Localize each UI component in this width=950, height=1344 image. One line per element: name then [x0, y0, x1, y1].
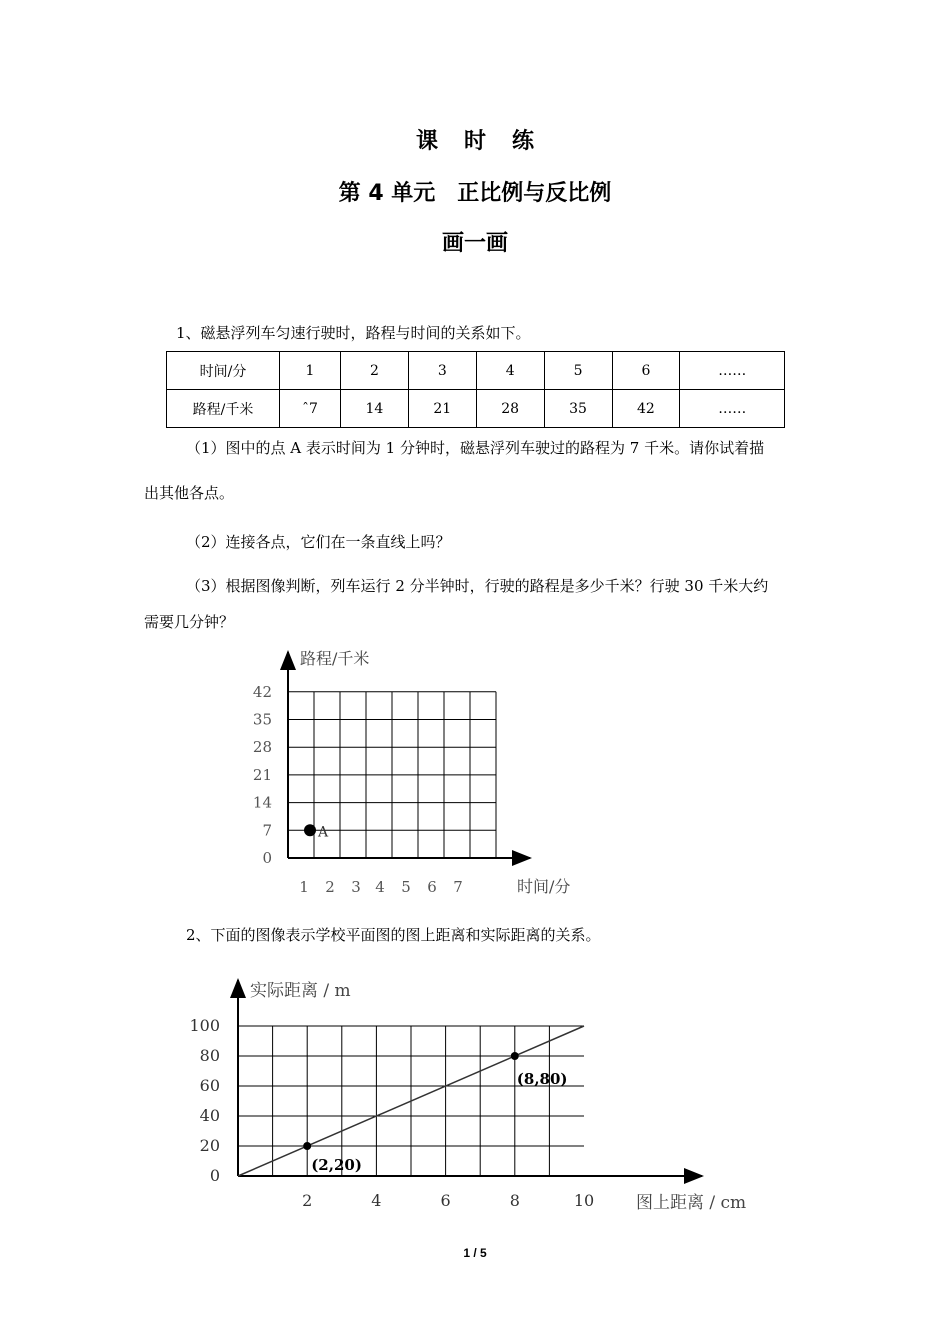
x-tick-label: 7 — [453, 878, 463, 896]
point-label: (8,80) — [516, 1070, 568, 1088]
q2-intro: 2、下面的图像表示学校平面图的图上距离和实际距离的关系。 — [186, 926, 601, 944]
page-title: 课时练 — [415, 129, 560, 154]
table-cell: 2 — [341, 352, 409, 390]
x-tick-label: 5 — [401, 878, 411, 896]
y-tick-label: 100 — [189, 1016, 220, 1035]
table-cell: 4 — [476, 352, 544, 390]
distance-time-table — [166, 351, 785, 428]
table-cell: 42 — [612, 390, 680, 428]
data-point — [303, 1142, 311, 1150]
point-label: (2,20) — [311, 1156, 362, 1174]
table-row — [167, 352, 785, 390]
y-tick-label: 28 — [252, 738, 272, 757]
table-cell: 21 — [408, 390, 476, 428]
table-cell: 5 — [544, 352, 612, 390]
q1-part1-cont: 出其他各点。 — [144, 484, 235, 502]
table-cell: 1 — [280, 352, 341, 390]
x-tick-label: 2 — [325, 878, 335, 896]
table-cell: 3 — [408, 352, 476, 390]
table-cell: 35 — [544, 390, 612, 428]
table-cell: 时间/分 — [167, 352, 280, 390]
x-tick-label: 8 — [509, 1191, 520, 1210]
x-tick-label: 6 — [427, 878, 437, 896]
y-axis-label: 实际距离 / m — [250, 981, 351, 1001]
data-point — [511, 1052, 519, 1060]
y-tick-label: 20 — [199, 1136, 220, 1155]
x-axis-label: 图上距离 / cm — [636, 1193, 747, 1213]
y-tick-label: 7 — [262, 821, 272, 840]
table-cell: 路程/千米 — [167, 390, 280, 428]
y-tick-label: 14 — [252, 793, 272, 812]
y-tick-label: 80 — [199, 1046, 220, 1065]
scale-distance-chart — [180, 972, 780, 1222]
y-tick-label: 21 — [252, 765, 272, 784]
q1-part2: （2）连接各点，它们在一条直线上吗？ — [186, 533, 451, 551]
x-tick-label: 2 — [302, 1191, 313, 1210]
y-tick-label: 60 — [199, 1076, 220, 1095]
y-tick-label: 40 — [199, 1106, 220, 1125]
q1-intro: 1、磁悬浮列车匀速行驶时，路程与时间的关系如下。 — [176, 324, 531, 342]
x-tick-label: 4 — [375, 878, 385, 896]
point-label: A — [318, 824, 329, 841]
section-title: 画一画 — [441, 231, 508, 256]
table-cell: …… — [680, 352, 785, 390]
y-tick-label: 42 — [252, 682, 272, 701]
table-cell: 14 — [341, 390, 409, 428]
data-point — [304, 824, 316, 836]
x-tick-label: 6 — [440, 1191, 451, 1210]
y-tick-label: 35 — [252, 710, 272, 729]
table-cell: ˆ7 — [280, 390, 341, 428]
y-axis-label: 路程/千米 — [300, 649, 370, 668]
q1-part3-cont: 需要几分钟？ — [144, 613, 235, 631]
q1-part1: （1）图中的点 A 表示时间为 1 分钟时，磁悬浮列车驶过的路程为 7 千米。请你试着描 — [186, 439, 765, 457]
x-tick-label: 10 — [573, 1191, 595, 1210]
x-tick-label: 1 — [299, 878, 309, 896]
y-tick-label: 0 — [262, 849, 272, 867]
x-axis-label: 时间/分 — [517, 877, 571, 896]
table-row — [167, 390, 785, 428]
x-tick-label: 4 — [371, 1191, 382, 1210]
unit-title: 第 4 单元 正比例与反比例 — [338, 181, 612, 206]
q1-part3: （3）根据图像判断，列车运行 2 分半钟时，行驶的路程是多少千米？行驶 30 千米大约 — [186, 577, 769, 595]
distance-time-chart — [240, 640, 600, 900]
page-number: 1 / 5 — [463, 1246, 487, 1260]
x-tick-label: 3 — [351, 878, 361, 896]
y-tick-label: 0 — [209, 1166, 220, 1185]
table-cell: …… — [680, 390, 785, 428]
table-cell: 6 — [612, 352, 680, 390]
table-cell: 28 — [476, 390, 544, 428]
